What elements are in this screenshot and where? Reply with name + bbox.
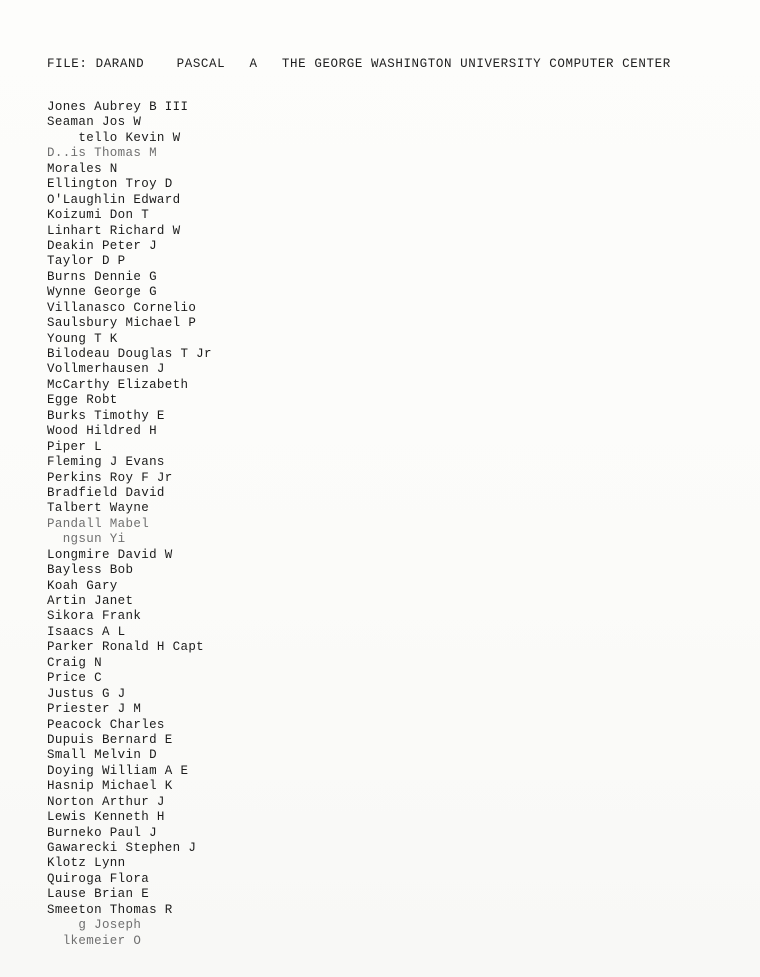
list-item: Small Melvin D (47, 748, 157, 763)
list-item: Piper L (47, 439, 102, 454)
list-item: Quiroga Flora (47, 871, 150, 886)
list-item: Egge Robt (47, 393, 118, 408)
list-item: Doying William A E (47, 763, 189, 778)
list-item: Craig N (47, 655, 102, 670)
list-item: Burns Dennie G (47, 269, 157, 284)
list-item: Linhart Richard W (47, 223, 181, 238)
list-item: Burks Timothy E (47, 408, 165, 423)
list-item: Bradfield David (47, 485, 165, 500)
list-item: Peacock Charles (47, 717, 165, 732)
list-item: lkemeier O (47, 933, 142, 948)
list-item: Norton Arthur J (47, 794, 165, 809)
list-item: Sikora Frank (47, 609, 142, 624)
list-item: McCarthy Elizabeth (47, 377, 189, 392)
list-item: Ellington Troy D (47, 177, 173, 192)
list-item: Perkins Roy F Jr (47, 470, 173, 485)
list-item: Longmire David W (47, 547, 173, 562)
page-header: FILE: DARAND PASCAL A THE GEORGE WASHINGTON UNIVERSITY COMPUTER CENTER (47, 57, 671, 71)
list-item: Pandall Mabel (47, 516, 150, 531)
list-item: Justus G J (47, 686, 126, 701)
list-item: g Joseph (47, 918, 142, 933)
list-item: Isaacs A L (47, 624, 126, 639)
list-item: Bilodeau Douglas T Jr (47, 347, 212, 361)
list-item: Fleming J Evans (47, 455, 165, 470)
list-item: Seaman Jos W (47, 115, 142, 130)
list-item: Morales N (47, 161, 118, 176)
list-item: Gawarecki Stephen J (47, 841, 197, 855)
list-item: Hasnip Michael K (47, 779, 173, 794)
list-item: Priester J M (47, 702, 142, 717)
list-item: Talbert Wayne (47, 501, 150, 516)
list-item: Koizumi Don T (47, 208, 150, 223)
list-item: Deakin Peter J (47, 238, 157, 253)
list-item: Villanasco Cornelio (47, 300, 197, 315)
list-item: Wynne George G (47, 285, 157, 300)
list-item: Vollmerhausen J (47, 362, 165, 377)
list-item: Koah Gary (47, 578, 118, 593)
list-item: Smeeton Thomas R (47, 902, 173, 917)
list-item: Saulsbury Michael P (47, 316, 197, 331)
list-item: Wood Hildred H (47, 424, 157, 439)
list-item: Price C (47, 671, 102, 686)
list-item: Jones Aubrey B III (47, 100, 189, 114)
list-item: Dupuis Bernard E (47, 732, 173, 747)
list-item: Lewis Kenneth H (47, 810, 165, 825)
list-item: D..is Thomas M (47, 146, 157, 161)
list-item: tello Kevin W (47, 130, 181, 145)
name-listing (47, 100, 212, 949)
list-item: Parker Ronald H Capt (47, 640, 205, 655)
list-item: Bayless Bob (47, 563, 134, 578)
list-item: Young T K (47, 331, 118, 346)
list-item: Taylor D P (47, 254, 126, 269)
list-item: O'Laughlin Edward (47, 192, 181, 207)
list-item: Artin Janet (47, 594, 134, 608)
list-item: Klotz Lynn (47, 856, 126, 871)
list-item: ngsun Yi (47, 532, 126, 547)
list-item: Lause Brian E (47, 887, 150, 902)
list-item: Burneko Paul J (47, 825, 157, 840)
